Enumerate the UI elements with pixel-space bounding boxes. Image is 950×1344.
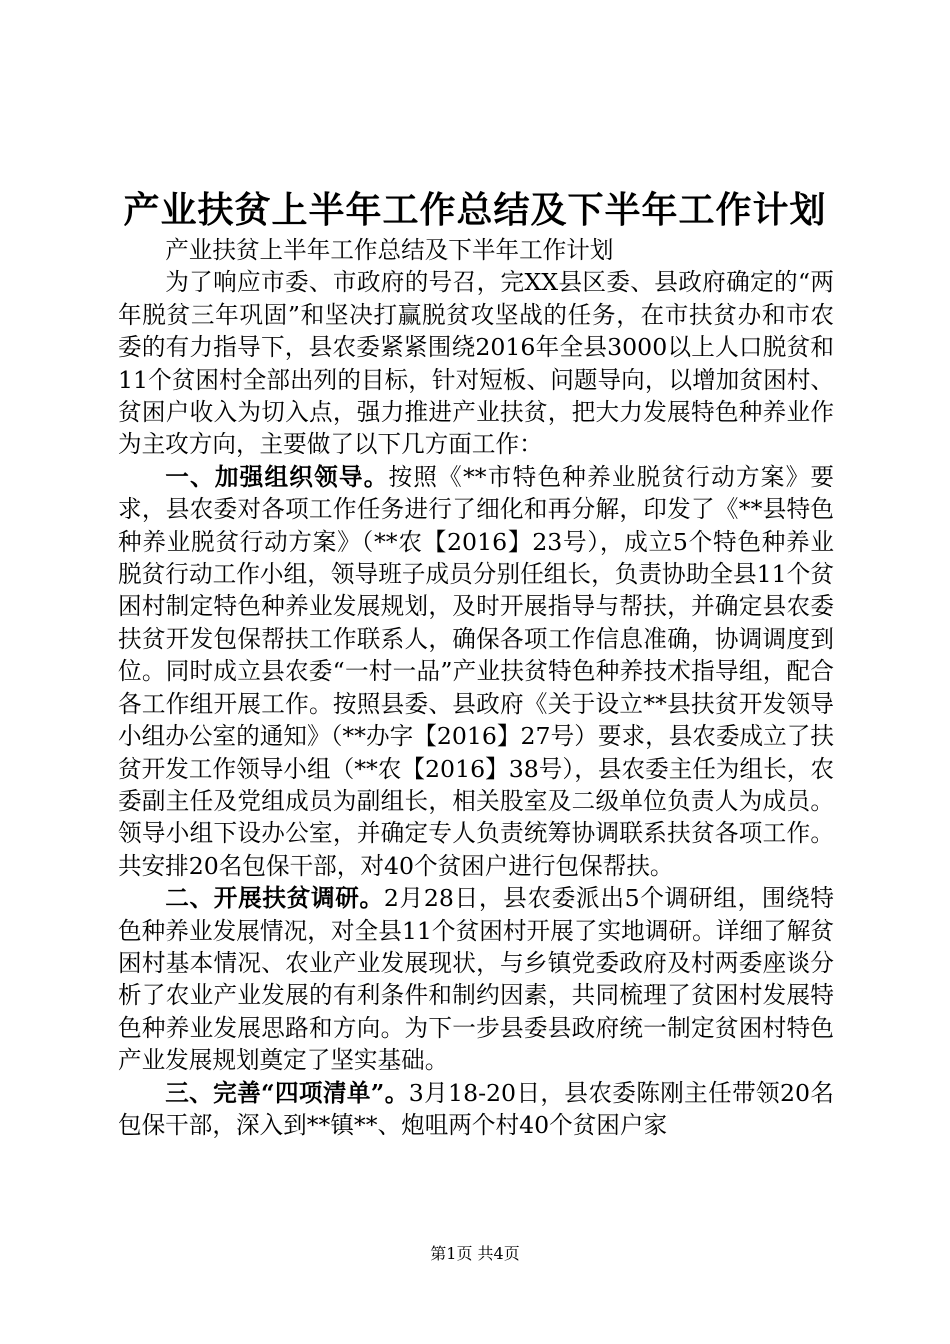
- paragraph-text: 按照《**市特色种养业脱贫行动方案》要求，县农委对各项工作任务进行了细化和再分解，印发了《**县特色种养业脱贫行动方案》（**农【2016】23号），成立5个特色种养业脱贫行动工作小组，领导班子成员分别任组长，负责协助全县11个贫困村制定特色种养业发展规划，及时开展指导与帮扶，并确定县农委扶贫开发包保帮扶工作联系人，确保各项工作信息准确，协调调度到位。同时成立县农委“一村一品”产业扶贫特色种养技术指导组，配合各工作组开展工作。按照县委、县政府《关于设立**县扶贫开发领导小组办公室的通知》（**办字【2016】27号）要求，县农委成立了扶贫开发工作领导小组（**农【2016】38号），县农委主任为组长，农委副主任及党组成员为副组长，相关股室及二级单位负责人为成员。领导小组下设办公室，并确定专人负责统筹协调联系扶贫各项工作。共安排20名包保干部，对40个贫困户进行包保帮扶。: [118, 462, 835, 880]
- paragraph-text: 3月18-20日，县农委陈刚主任带领20名包保干部，深入到**镇**、炮咀两个村40个贫困户家: [118, 1078, 834, 1139]
- paragraph-text: 产业扶贫上半年工作总结及下半年工作计划: [165, 236, 614, 264]
- document-body: [118, 234, 834, 1141]
- paragraph-subtitle: [118, 234, 834, 266]
- page-footer: 第1页 共4页: [430, 1244, 520, 1263]
- paragraph-text: 2月28日，县农委派出5个调研组，围绕特色种养业发展情况，对全县11个贫困村开展了实地调研。详细了解贫困村基本情况、农业产业发展现状，与乡镇党委政府及村两委座谈分析了农业产业发展的有利条件和制约因素，共同梳理了贫困村发展特色种养业发展思路和方向。为下一步县委县政府统一制定贫困村特色产业发展规划奠定了坚实基础。: [118, 884, 835, 1075]
- section-heading: 一、加强组织领导。: [165, 462, 389, 491]
- paragraph-section-2: [118, 882, 834, 1076]
- paragraph-section-1: [118, 461, 834, 882]
- section-heading: 三、完善“四项清单”。: [165, 1078, 409, 1107]
- paragraph-section-3: [118, 1077, 834, 1142]
- paragraph-text: 为了响应市委、市政府的号召，完XX县区委、县政府确定的“两年脱贫三年巩固”和坚决打赢脱贫攻坚战的任务，在市扶贫办和市农委的有力指导下，县农委紧紧围绕2016年全县3000以上人口脱贫和11个贫困村全部出列的目标，针对短板、问题导向，以增加贫困村、贫困户收入为切入点，强力推进产业扶贫，把大力发展特色种养业作为主攻方向，主要做了以下几方面工作：: [118, 268, 834, 459]
- section-heading: 二、开展扶贫调研。: [165, 884, 384, 913]
- paragraph-intro: [118, 266, 834, 460]
- document-title: 产业扶贫上半年工作总结及下半年工作计划: [123, 189, 827, 231]
